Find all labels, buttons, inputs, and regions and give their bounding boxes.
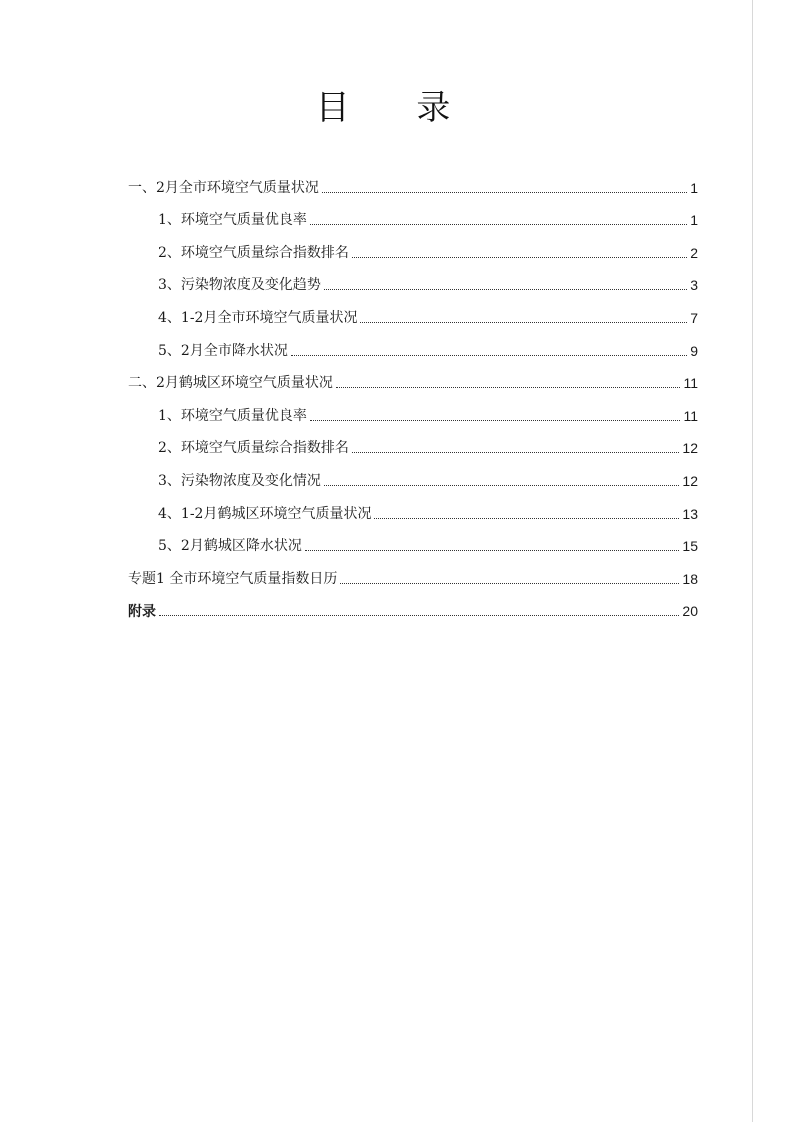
dot-leader: [322, 192, 687, 193]
dot-leader: [340, 583, 679, 584]
toc-entry-section-1[interactable]: [128, 164, 698, 197]
dot-leader: [305, 550, 680, 551]
dot-leader: [352, 257, 687, 258]
toc-page-number: 11: [683, 407, 698, 424]
toc-page-number: 9: [690, 342, 698, 359]
toc-entry-section-1-5[interactable]: [128, 327, 698, 360]
toc-page-number: 20: [682, 603, 698, 620]
page-title: 目 录: [315, 88, 479, 128]
toc-entry-label: 附录: [128, 603, 156, 620]
toc-entry-label: 2、环境空气质量综合指数排名: [158, 244, 349, 261]
scan-edge-line: [752, 0, 753, 1122]
toc-entry-label: 专题1 全市环境空气质量指数日历: [128, 570, 338, 587]
toc-entry-label: 1、环境空气质量优良率: [158, 212, 307, 229]
toc-entry-special-topic-1[interactable]: [128, 555, 698, 588]
toc-entry-label: 3、污染物浓度及变化趋势: [158, 277, 321, 294]
toc-entry-section-2-4[interactable]: [128, 490, 698, 523]
table-of-contents: [128, 164, 698, 620]
toc-page-number: 1: [690, 212, 698, 229]
toc-entry-section-2-2[interactable]: [128, 425, 698, 458]
toc-entry-label: 4、1-2月鹤城区环境空气质量状况: [158, 505, 372, 522]
dot-leader: [360, 322, 687, 323]
toc-entry-appendix[interactable]: [128, 588, 698, 621]
toc-entry-label: 5、2月鹤城区降水状况: [158, 538, 302, 555]
toc-entry-label: 4、1-2月全市环境空气质量状况: [158, 309, 358, 326]
dot-leader: [324, 289, 687, 290]
toc-entry-section-2-1[interactable]: [128, 392, 698, 425]
dot-leader: [352, 452, 680, 453]
dot-leader: [374, 518, 679, 519]
dot-leader: [324, 485, 680, 486]
toc-entry-label: 5、2月全市降水状况: [158, 342, 288, 359]
toc-page-number: 11: [683, 375, 698, 392]
toc-entry-section-1-1[interactable]: [128, 197, 698, 230]
toc-entry-section-2[interactable]: [128, 360, 698, 393]
dot-leader: [159, 615, 679, 616]
toc-page-number: 13: [682, 505, 698, 522]
toc-page-number: 2: [690, 244, 698, 261]
toc-entry-label: 2、环境空气质量综合指数排名: [158, 440, 349, 457]
toc-entry-section-1-3[interactable]: [128, 262, 698, 295]
toc-page-number: 15: [682, 538, 698, 555]
toc-entry-label: 一、2月全市环境空气质量状况: [128, 179, 319, 196]
toc-entry-label: 二、2月鹤城区环境空气质量状况: [128, 375, 333, 392]
toc-page-number: 12: [682, 440, 698, 457]
toc-entry-section-1-4[interactable]: [128, 294, 698, 327]
toc-page-number: 12: [682, 472, 698, 489]
toc-entry-label: 3、污染物浓度及变化情况: [158, 472, 321, 489]
toc-entry-section-2-5[interactable]: [128, 523, 698, 556]
toc-page-number: 18: [682, 570, 698, 587]
toc-entry-section-2-3[interactable]: [128, 457, 698, 490]
toc-page-number: 7: [690, 309, 698, 326]
dot-leader: [310, 224, 687, 225]
toc-page-number: 1: [690, 179, 698, 196]
dot-leader: [291, 355, 687, 356]
toc-entry-section-1-2[interactable]: [128, 229, 698, 262]
dot-leader: [336, 387, 681, 388]
toc-entry-label: 1、环境空气质量优良率: [158, 407, 307, 424]
dot-leader: [310, 420, 681, 421]
toc-page-number: 3: [690, 277, 698, 294]
